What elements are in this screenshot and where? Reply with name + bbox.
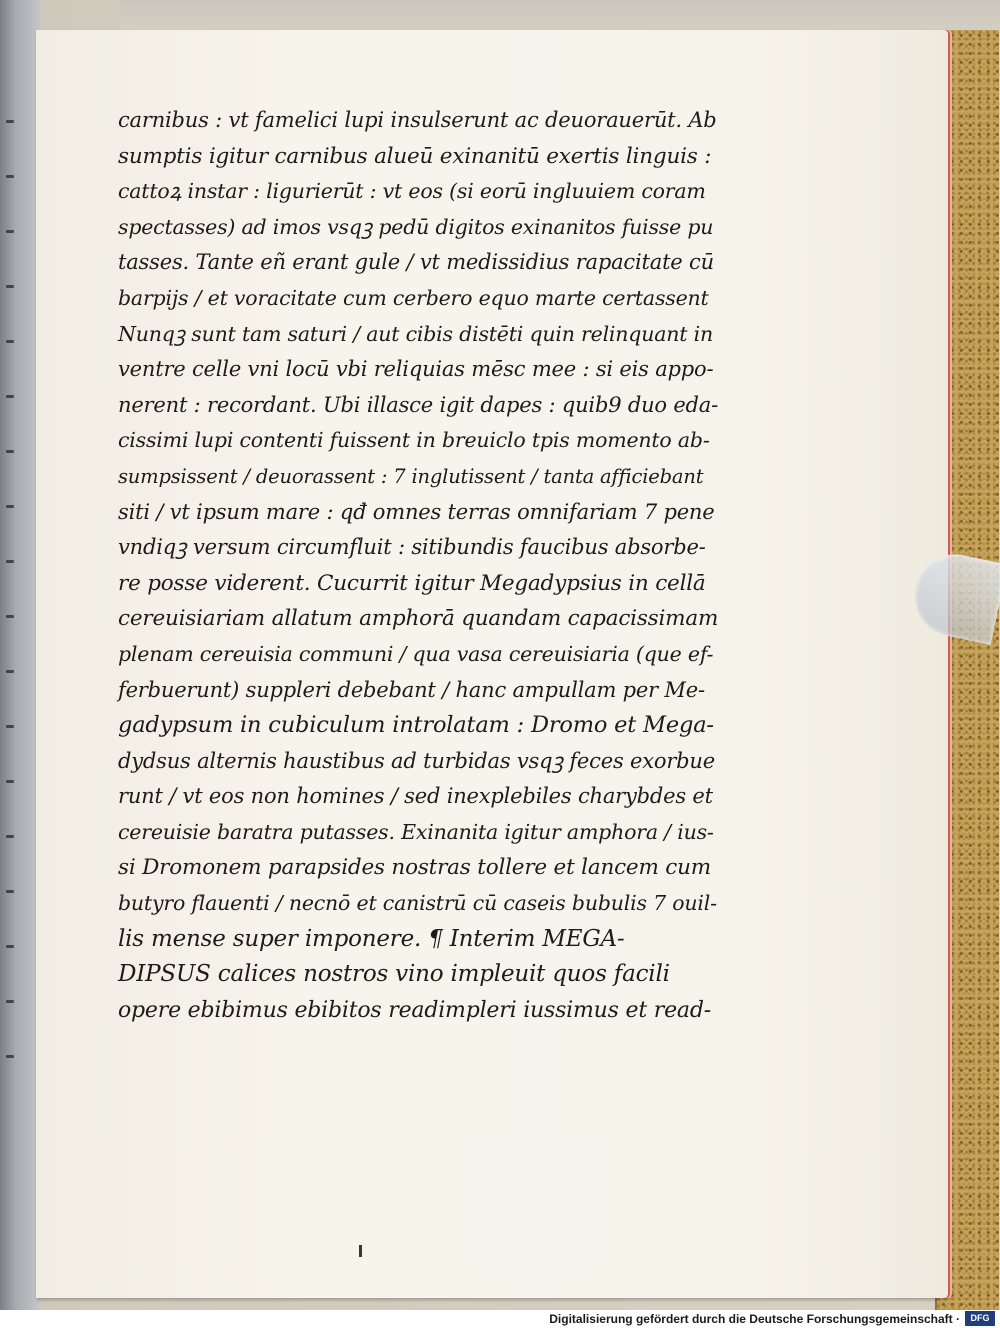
- text-line: re posse viderent. Cucurrit igitur Megadypsius in cellā: [118, 570, 706, 596]
- text-line: barpijs / et voracitate cum cerbero equo marte certassent: [118, 285, 709, 310]
- page-mark: [359, 1245, 362, 1257]
- dfg-logo: DFG: [965, 1311, 995, 1326]
- text-line: butyro flauenti / necnō et canistrū cū caseis bubulis 7 ouil-: [118, 891, 717, 916]
- text-line: Nunqꝫ sunt tam saturi / aut cibis distēti quin relinquant in: [118, 321, 713, 346]
- text-line: cattoꝝ instar : ligurierūt : vt eos (si eorū ingluuiem coram: [118, 179, 706, 204]
- text-line: cereuisiariam allatum amphorā quandam capacissimam: [118, 606, 719, 632]
- text-line: dydsus alternis haustibus ad turbidas vsqꝫ feces exorbue: [118, 748, 715, 773]
- footer-bar: [0, 1310, 1000, 1328]
- text-line: spectasses) ad imos vsqꝫ pedū digitos exinanitos fuisse pu: [118, 214, 714, 239]
- text-line: plenam cereuisia communi / qua vasa cereuisiaria (que ef-: [118, 641, 714, 666]
- text-line: gadypsum in cubiculum introlatam : Dromo et Mega-: [118, 712, 714, 739]
- text-line: sumptis igitur carnibus alueū exinanitū exertis linguis :: [118, 143, 712, 169]
- text-line: ferbuerunt) suppleri debebant / hanc ampullam per Me-: [118, 677, 705, 702]
- text-block: [118, 103, 718, 1028]
- text-line: ventre celle vni locū vbi reliquias mēsc mee : si eis appo-: [118, 357, 714, 382]
- text-line: vndiqꝫ versum circumfluit : sitibundis faucibus absorbe-: [118, 535, 706, 560]
- text-line: carnibus : vt famelici lupi insulserunt ac deuorauerūt. Ab: [118, 108, 717, 132]
- text-line: cissimi lupi contenti fuissent in breuiclo tpis momento ab-: [118, 428, 710, 453]
- text-line: nerent : recordant. Ubi illasce igit dapes : quib9 duo eda-: [118, 392, 718, 417]
- text-line: siti / vt ipsum mare : qđ omnes terras omnifariam 7 pene: [118, 499, 715, 524]
- text-line: tasses. Tante eñ erant gule / vt medissidius rapacitate cū: [118, 250, 714, 275]
- text-line: runt / vt eos non homines / sed inexplebiles charybdes et: [118, 784, 713, 809]
- text-line: opere ebibimus ebibitos readimpleri iussimus et read-: [118, 997, 711, 1023]
- left-page-edge: [0, 0, 40, 1310]
- left-page-fragments: [4, 120, 18, 1120]
- footer-credit: Digitalisierung gefördert durch die Deutsche Forschungsgemeinschaft ·: [549, 1312, 960, 1326]
- text-line: lis mense super imponere. ¶ Interim MEGA-: [118, 925, 625, 952]
- text-line: sumpsissent / deuorassent : 7 inglutissent / tanta afficiebant: [118, 464, 704, 488]
- text-line: cereuisie baratra putasses. Exinanita igitur amphora / ius-: [118, 819, 714, 844]
- text-line: DIPSUS calices nostros vino impleuit quos facili: [118, 961, 670, 988]
- text-line: si Dromonem parapsides nostras tollere et lancem cum: [118, 855, 711, 881]
